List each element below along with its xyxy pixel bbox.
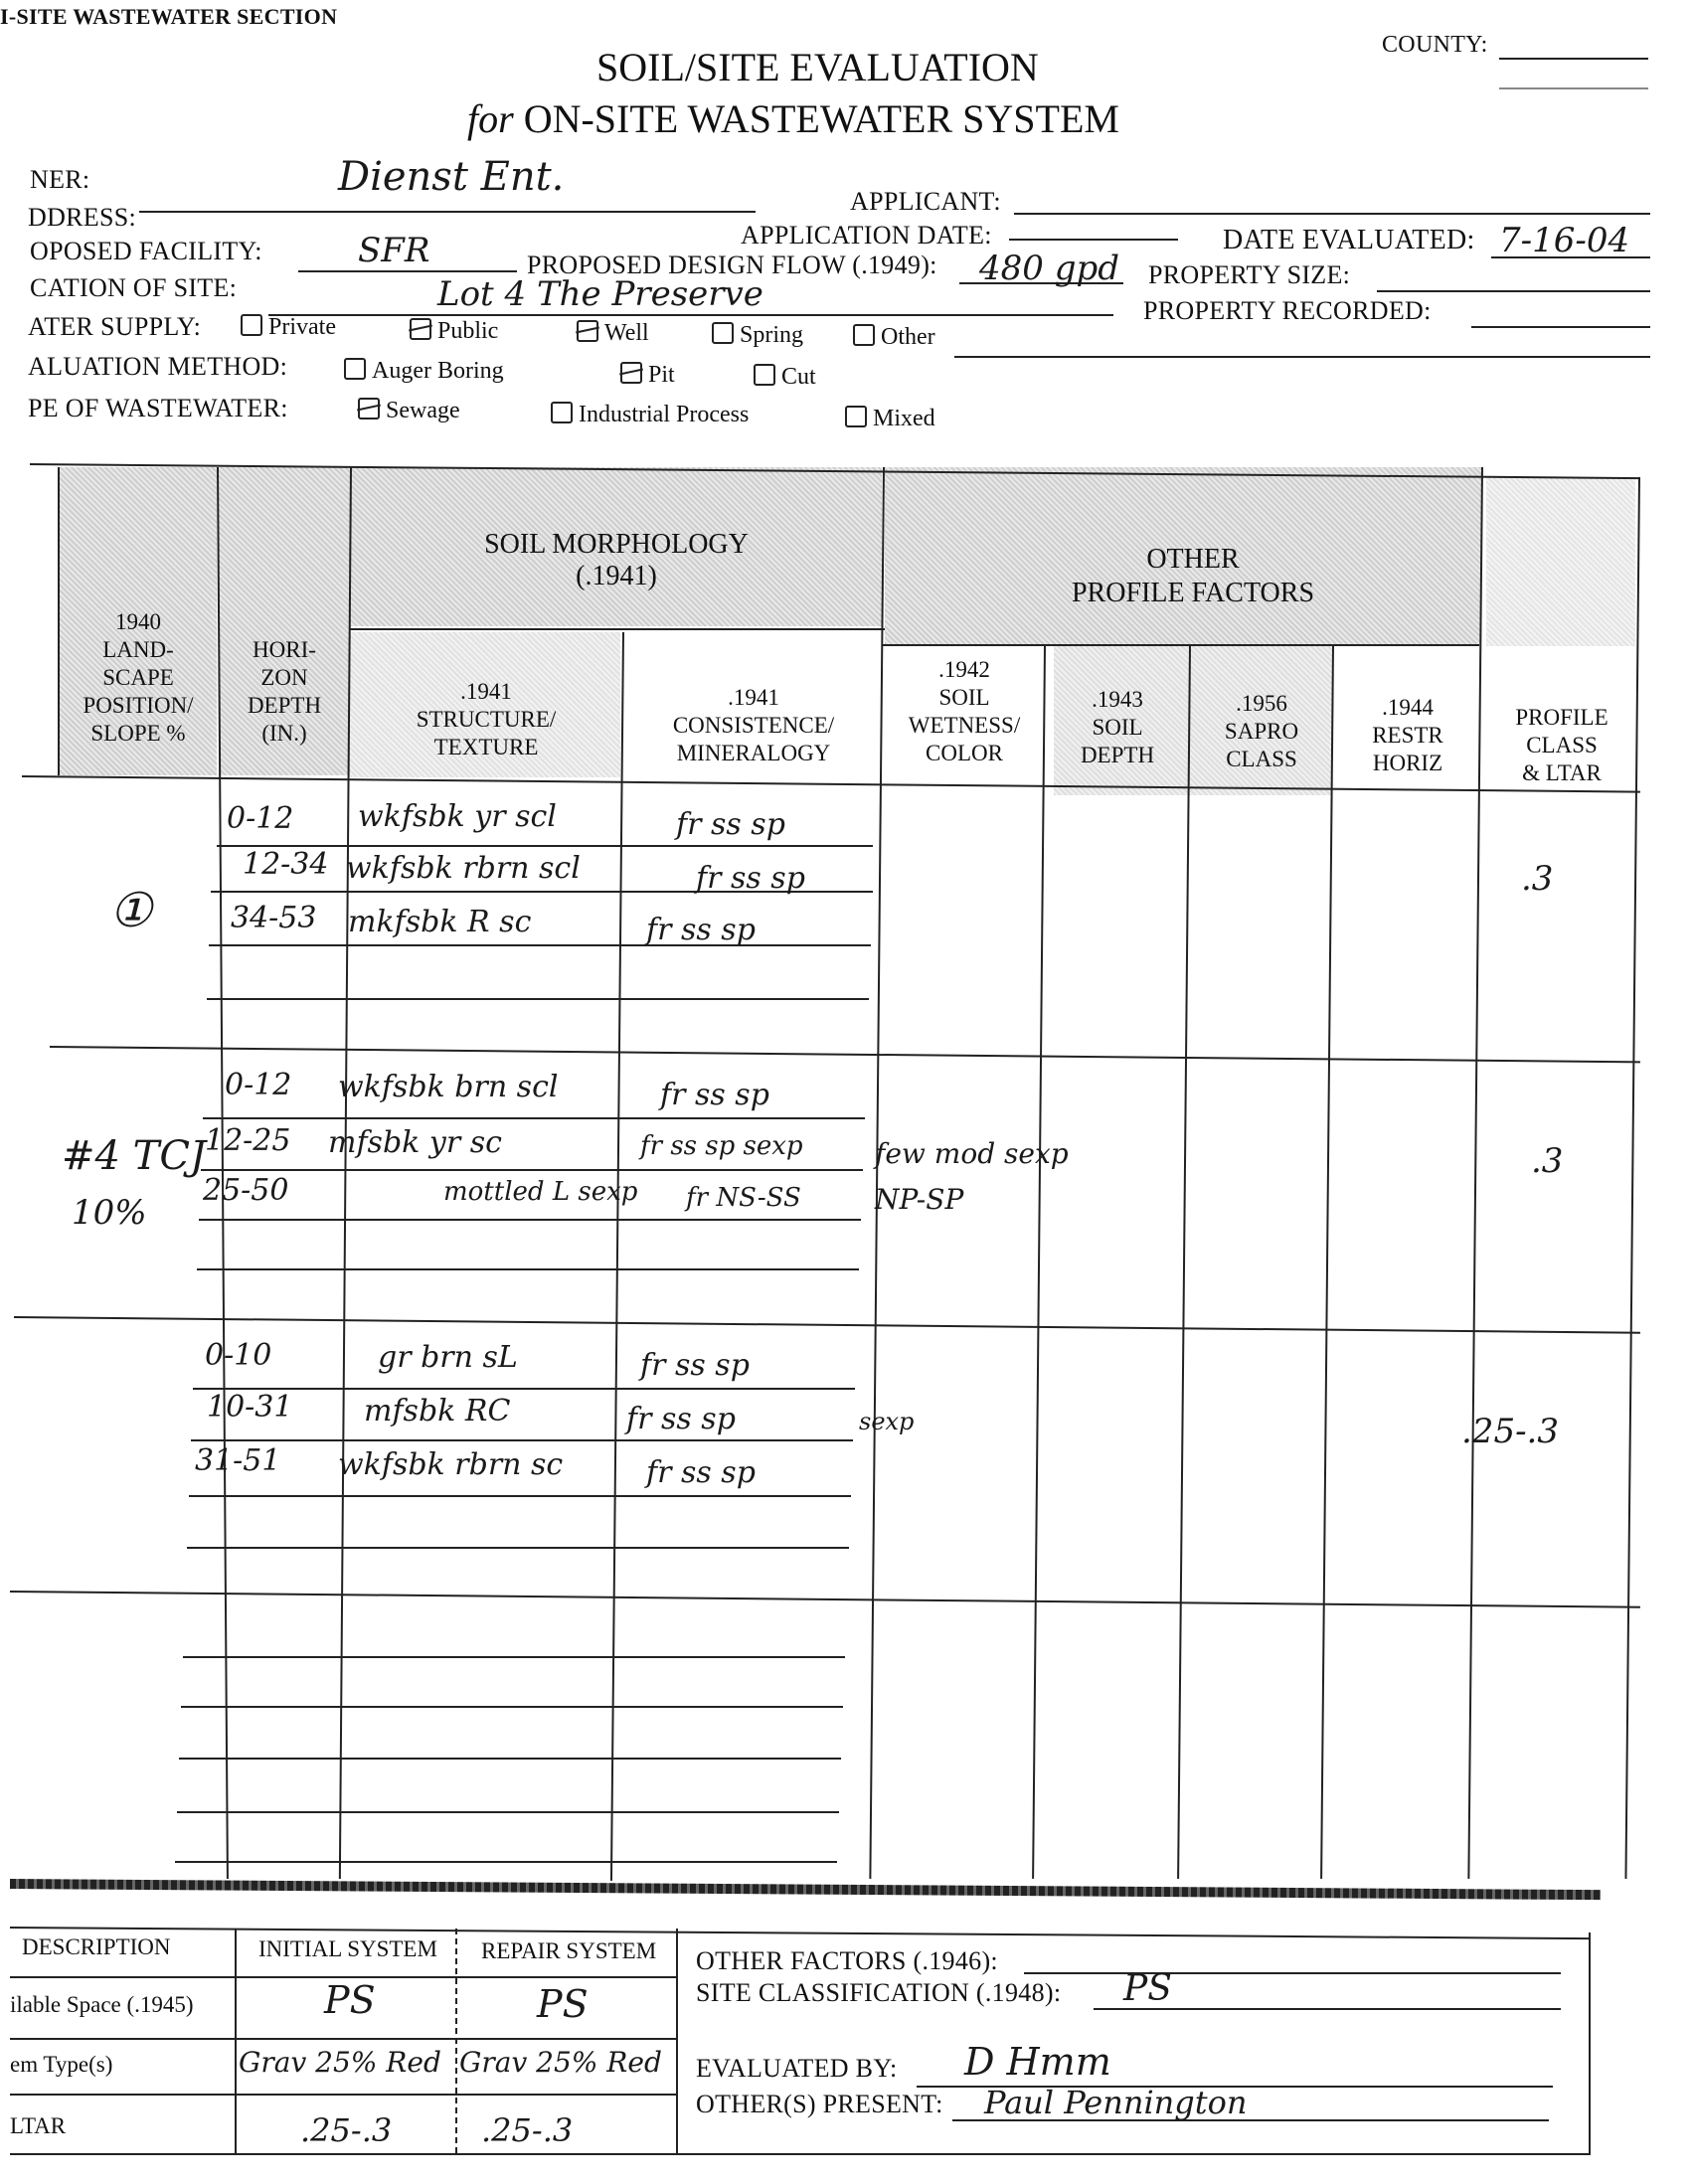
other-factors-divider [883,644,1479,646]
row-line [209,944,871,946]
option-label: Mixed [873,406,935,431]
evaluated-by-signature: D Hmm [964,2040,1111,2084]
checked-checkbox-icon[interactable] [358,398,380,420]
soil-depth-header [1046,686,1189,769]
option-label: Other [881,324,935,350]
method-cut-option[interactable] [754,364,816,391]
profile-1-position: ① [109,883,153,938]
ltar-repair: .25-.3 [481,2111,574,2149]
form-subtitle [467,95,1119,142]
owner-label: NER: [30,165,90,194]
evaluated-by-label: EVALUATED BY: [696,2054,898,2083]
header-text: HORI- [253,637,316,662]
water-well-option[interactable] [577,320,649,347]
header-text: SOIL [1092,715,1143,740]
bottom-col-line [455,1929,457,2153]
structure-texture: wkfsbk yr scl [358,799,557,834]
header-text: & LTAR [1522,760,1602,785]
property-recorded-field[interactable] [1471,326,1650,328]
site-classification-label: SITE CLASSIFICATION (.1948): [696,1978,1062,2007]
location-field[interactable] [268,314,1113,316]
profile-class: .3 [1531,1141,1564,1181]
horizon-depth: 12-34 [243,847,329,882]
application-date-label: APPLICATION DATE: [741,221,992,250]
horizon-depth: 12-25 [205,1123,291,1158]
structure-texture: mkfsbk R sc [348,905,532,939]
header-text: STRUCTURE/ [416,707,557,732]
header-text: (IN.) [261,721,307,746]
property-recorded-label: PROPERTY RECORDED: [1143,296,1432,325]
wastewater-industrial-option[interactable] [551,402,749,428]
checkbox-icon[interactable] [754,364,775,386]
header-text: CLASS [1526,733,1598,757]
water-private-option[interactable] [241,314,336,341]
system-type-repair: Grav 25% Red [459,2046,662,2079]
morphology-divider [350,628,885,630]
structure-texture: mfsbk yr sc [328,1125,502,1160]
wastewater-sewage-option[interactable] [358,398,460,424]
checkbox-icon[interactable] [712,322,734,344]
row-line [203,1117,865,1119]
horizon-depth: 0-12 [227,801,294,836]
bottom-col-line [676,1929,678,2153]
soil-wetness-2: NP-SP [875,1183,964,1216]
header-text: .1956 [1236,691,1287,716]
header-text: SOIL MORPHOLOGY [484,529,749,560]
profile-2-slope: 10% [72,1193,147,1233]
consistence: fr ss sp [696,861,805,896]
row-line [191,1439,853,1441]
option-label: Cut [781,364,816,390]
application-date-field[interactable] [1009,239,1178,241]
structure-texture: wkfsbk rbrn scl [346,851,581,886]
bottom-row-line [10,2153,1591,2155]
proposed-facility-field[interactable] [298,270,517,272]
bottom-row-line [10,2038,676,2040]
header-text: SAPRO [1224,719,1299,744]
profile-divider [10,1591,1640,1608]
col-line [1032,646,1046,1879]
header-text: .1941 [728,685,779,710]
header-text: TEXTURE [433,735,539,759]
structure-header [352,678,620,761]
property-size-field[interactable] [1377,290,1650,292]
header-text: RESTR [1372,723,1443,748]
option-label: Public [437,318,499,344]
header-bottom-border [22,775,1640,793]
horizon-depth: 34-53 [231,901,317,935]
row-line [183,1656,845,1658]
water-spring-option[interactable] [712,322,803,349]
subtitle-for: for [467,96,514,141]
row-line [177,1811,839,1813]
county-label: COUNTY: [1382,32,1488,58]
site-classification-value: PS [1123,1968,1172,2009]
header-text: .1944 [1382,695,1434,720]
row-line [179,1758,841,1760]
profile-divider [50,1046,1640,1063]
repair-system-label: REPAIR SYSTEM [481,1938,657,1963]
header-text: DEPTH [247,693,322,718]
option-label: Auger Boring [372,358,504,384]
profile-divider [14,1316,1640,1334]
other-factors-label: OTHER FACTORS (.1946): [696,1946,998,1975]
address-label: DDRESS: [28,203,137,232]
owner-value: Dienst Ent. [338,154,565,200]
row-line [207,998,869,1000]
evaluation-method-label: ALUATION METHOD: [28,352,288,381]
header-text: LAND- [102,637,174,662]
location-label: CATION OF SITE: [30,273,238,302]
horizon-depth: 0-12 [225,1068,292,1102]
available-space-repair: PS [537,1982,589,2026]
others-present-signature: Paul Pennington [984,2084,1248,2121]
available-space-initial: PS [324,1978,376,2022]
row-line [187,1547,849,1549]
proposed-facility-label: OPOSED FACILITY: [30,237,262,265]
profile-header [1483,704,1640,787]
location-value: Lot 4 The Preserve [437,274,763,314]
row-line [175,1861,837,1863]
applicant-field[interactable] [1014,213,1650,215]
header-text: SLOPE % [90,721,186,746]
header-text: PROFILE FACTORS [1071,578,1315,608]
horizon-depth: 10-31 [207,1390,293,1425]
checkbox-icon[interactable] [241,314,262,336]
header-text: .1943 [1092,687,1143,712]
checked-checkbox-icon[interactable] [620,362,642,384]
checked-checkbox-icon[interactable] [410,318,431,340]
header-text: ZON [260,665,308,690]
option-label: Spring [740,322,804,348]
checked-checkbox-icon[interactable] [577,320,598,342]
col-line [1177,646,1191,1879]
soil-wetness: sexp [859,1408,915,1435]
structure-texture: mottled L sexp [443,1177,638,1207]
option-label: Well [604,320,649,346]
water-other-option[interactable] [853,324,935,351]
row-line [181,1706,843,1708]
horizon-depth: 0-10 [205,1338,272,1373]
checkbox-icon[interactable] [845,406,867,427]
subtitle-text: ON-SITE WASTEWATER SYSTEM [523,96,1119,141]
other-factors-header [994,543,1392,610]
county-field-line-2 [1499,87,1648,89]
proposed-facility-value: SFR [358,231,430,270]
checkbox-icon[interactable] [344,358,366,380]
consistence: fr ss sp [646,913,756,947]
ltar-initial: .25-.3 [300,2111,393,2149]
option-label: Sewage [386,398,460,423]
structure-texture: wkfsbk brn scl [338,1070,559,1104]
bottom-col-line [235,1929,237,2153]
checkbox-icon[interactable] [551,402,573,423]
system-type-initial: Grav 25% Red [239,2046,441,2079]
header-text: PROFILE [1515,705,1609,730]
row-line [201,1169,863,1171]
water-public-option[interactable] [410,318,498,345]
col-line [1320,646,1334,1879]
header-text: (.1941) [576,561,657,591]
owner-field[interactable] [139,211,756,213]
water-other-field[interactable] [954,356,1650,358]
option-label: Private [268,314,336,340]
bottom-top-line [10,1927,1591,1939]
other-factors-field[interactable] [1024,1972,1561,1974]
date-evaluated-value: 7-16-04 [1499,221,1630,260]
landscape-header [60,608,217,748]
design-flow-label: PROPOSED DESIGN FLOW (.1949): [527,251,937,279]
header-text: OTHER [1146,544,1240,575]
header-text: SOIL [938,685,990,710]
property-size-label: PROPERTY SIZE: [1148,260,1351,289]
option-label: Industrial Process [579,402,750,427]
structure-texture: mfsbk RC [364,1394,511,1428]
consistence: fr NS-SS [686,1183,801,1213]
consistence: fr ss sp [660,1078,769,1112]
soil-wetness: few mod sexp [875,1137,1069,1170]
others-present-label: OTHER(S) PRESENT: [696,2090,943,2118]
sapro-header [1191,690,1332,773]
row-line [199,1219,861,1221]
horizon-depth: 31-51 [195,1443,281,1478]
col-line [869,467,885,1879]
consistence-header [624,684,883,767]
system-type-label: em Type(s) [10,2052,113,2077]
form-title: SOIL/SITE EVALUATION [596,45,1039,89]
consistence: fr ss sp [640,1348,750,1383]
header-text: .1942 [938,657,990,682]
consistence: fr ss sp [676,807,785,842]
checkbox-icon[interactable] [853,324,875,346]
structure-texture: gr brn sL [378,1340,518,1375]
header-text: 1940 [115,609,161,634]
method-auger-option[interactable] [344,358,504,385]
header-text: MINERALOGY [676,741,831,765]
horizon-header [219,636,350,748]
consistence: fr ss sp [646,1455,756,1490]
profile-2-position: #4 TCJ [62,1133,206,1179]
header-text: DEPTH [1080,743,1155,767]
county-field[interactable] [1499,58,1648,60]
header-text: CLASS [1226,747,1297,771]
ltar-label: LTAR [10,2113,67,2138]
row-line [197,1268,859,1270]
description-label: DESCRIPTION [22,1934,171,1959]
col-line [1467,467,1483,1879]
bottom-col-line [1589,1932,1591,2153]
horizon-depth: 25-50 [203,1173,289,1208]
profile-class: .25-.3 [1461,1412,1559,1451]
available-space-label: ilable Space (.1945) [10,1992,194,2017]
initial-system-label: INITIAL SYSTEM [258,1936,437,1961]
wastewater-mixed-option[interactable] [845,406,935,432]
option-label: Pit [648,362,675,388]
design-flow-value: 480 gpd [979,249,1119,288]
consistence: fr ss sp sexp [640,1131,803,1161]
water-supply-label: ATER SUPPLY: [28,312,202,341]
row-line [189,1495,851,1497]
applicant-label: APPLICANT: [850,187,1001,216]
wastewater-type-label: PE OF WASTEWATER: [28,394,288,422]
header-text: WETNESS/ [908,713,1021,738]
header-text: COLOR [926,741,1003,765]
method-pit-option[interactable] [620,362,675,389]
table-bottom-band [10,1879,1601,1900]
profile-class: .3 [1521,859,1554,899]
col-line [1624,477,1640,1879]
col-line [610,632,624,1881]
header-text: SCAPE [102,665,174,690]
header-text: .1941 [460,679,512,704]
soil-morphology-header [418,529,815,592]
section-label: I-SITE WASTEWATER SECTION [0,4,338,29]
wetness-header [885,656,1044,767]
restr-header [1334,694,1481,777]
bottom-row-line [10,2094,676,2096]
shade-profile [1486,477,1635,646]
structure-texture: wkfsbk rbrn sc [338,1447,564,1482]
consistence: fr ss sp [626,1402,736,1436]
header-text: CONSISTENCE/ [672,713,835,738]
header-text: POSITION/ [83,693,194,718]
header-text: HORIZ [1372,751,1443,775]
date-evaluated-label: DATE EVALUATED: [1223,225,1475,255]
